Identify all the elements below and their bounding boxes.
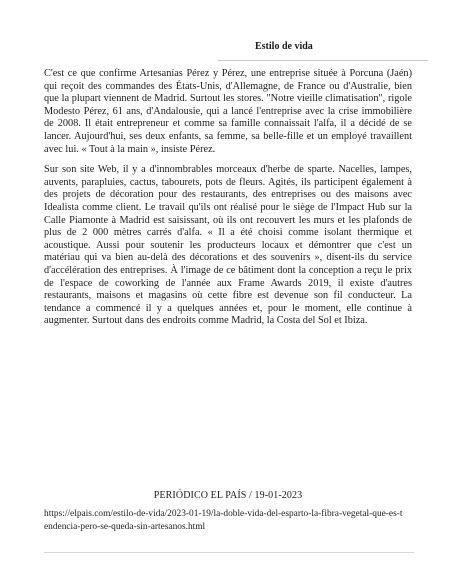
article-paragraph-1: C'est ce que confirme Artesanías Pérez y Pérez, une entreprise située à Porcuna (Jaén) qui reçoit des commandes des États-Unis, d'Allemagne, de France ou d'Australie, bien que la plupart viennent de Madrid. Surtout les stores. "Notre vieille climatisation", rigole Modesto Pérez, 61 ans, d'Andalousie, qui a lancé l'entreprise avec la crise immobilière de 2008. Il était entrepreneur et comme sa famille connaissait l'alfa, il a décidé de se lancer. Aujourd'hui, ses deux enfants, sa femme, sa belle-fille et un employé travaillent avec lui. « Tout à la main », insiste Pérez. (44, 68, 412, 155)
article-body (44, 68, 412, 336)
source-citation: PERIÓDICO EL PAÍS / 19-01-2023 (153, 490, 303, 501)
article-paragraph-2: Sur son site Web, il y a d'innombrables morceaux d'herbe de sparte. Nacelles, lampes, auvents, parapluies, cactus, tabourets, pots de fleurs. Agités, ils participent également à des projets de décoration pour des restaurants, des entreprises ou des maisons avec Idealista comme client. Le travail qu'ils ont réalisé pour le siège de l'Impact Hub sur la Calle Piamonte à Madrid est saisissant, où ils ont recouvert les murs et les plafonds de plus de 2 000 mètres carrés d'alfa. « Il a été choisi comme isolant thermique et acoustique. Aussi pour soutenir les producteurs locaux et démontrer que c'est un matériau qui va bien au-delà des décorations et des souvenirs », disent-ils du service d'accélération des entreprises. À l'image de ce bâtiment dont la conception a reçu le prix de l'espace de coworking de l'année aux Frame Awards 2019, il existe d'autres restaurants, maisons et magasins où cette fibre est devenue son fil conducteur. La tendance a commencé il y a quelques années et, pour le moment, elle continue à augmenter. Surtout dans des endroits comme Madrid, la Costa del Sol et Ibiza. (44, 164, 412, 327)
section-title: Estilo de vida (255, 41, 313, 52)
footer-divider (44, 552, 414, 553)
source-url[interactable]: https://elpais.com/estilo-de-vida/2023-01-19/la-doble-vida-del-esparto-la-fibra-vegetal-que-es-tendencia-pero-se-queda-sin-artesanos.html (44, 509, 403, 532)
section-header (218, 40, 428, 61)
